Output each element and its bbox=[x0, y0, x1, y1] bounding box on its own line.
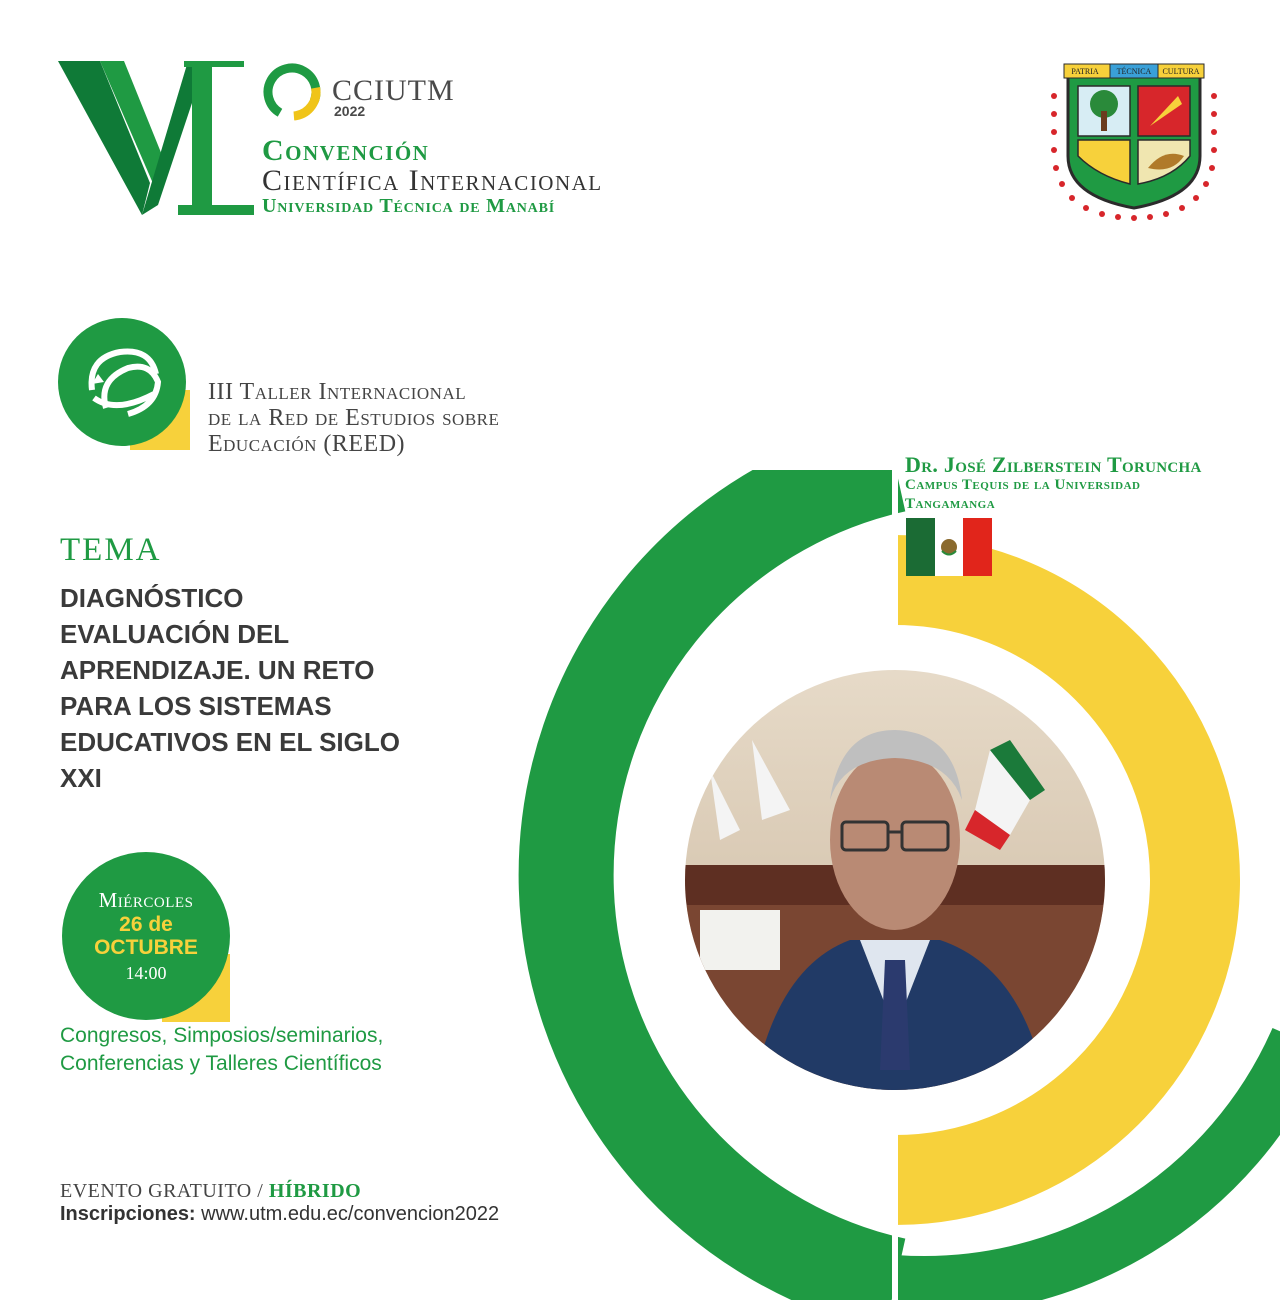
speaker-affiliation-2: Tangamanga bbox=[905, 496, 996, 512]
brand-year: 2022 bbox=[334, 103, 366, 119]
event-month: OCTUBRE bbox=[94, 936, 198, 959]
topic-title bbox=[60, 580, 490, 796]
registration-label: Inscripciones: bbox=[60, 1203, 196, 1225]
topic-label: TEMA bbox=[60, 532, 162, 568]
cciutm-ring-icon bbox=[262, 60, 326, 124]
category-line-2: Conferencias y Talleres Científicos bbox=[60, 1052, 382, 1075]
workshop-line-2: de la Red de Estudios sobre bbox=[208, 405, 500, 431]
topic-title-line: PARA LOS SISTEMAS bbox=[60, 691, 332, 721]
topic-title-line: APRENDIZAJE. UN RETO bbox=[60, 655, 375, 685]
topic-title-line: DIAGNÓSTICO bbox=[60, 583, 244, 613]
event-type-label: EVENTO GRATUITO / bbox=[60, 1180, 264, 1202]
topic-title-line: EDUCATIVOS EN EL SIGLO bbox=[60, 727, 400, 757]
university-crest-icon bbox=[1048, 56, 1220, 226]
university-name: Universidad Técnica de Manabí bbox=[262, 195, 555, 217]
event-mode: HÍBRIDO bbox=[268, 1180, 362, 1202]
brand-name: CCIUTM bbox=[332, 74, 455, 107]
event-weekday: Miércoles bbox=[98, 888, 194, 912]
vi-logo bbox=[58, 55, 258, 220]
topic-title-line: XXI bbox=[60, 763, 102, 793]
registration-url[interactable]: www.utm.edu.ec/convencion2022 bbox=[201, 1203, 500, 1225]
workshop-line-3: Educación (REED) bbox=[208, 431, 406, 457]
svg-text:PATRIA: PATRIA bbox=[1071, 67, 1099, 76]
category-line-1: Congresos, Simposios/seminarios, bbox=[60, 1024, 384, 1047]
date-circle bbox=[62, 852, 230, 1020]
svg-text:TÉCNICA: TÉCNICA bbox=[1116, 67, 1152, 76]
topic-title-line: EVALUACIÓN DEL bbox=[60, 619, 290, 649]
event-type bbox=[60, 1180, 361, 1203]
registration-info bbox=[60, 1203, 499, 1226]
workshop-line-1: III Taller Internacional bbox=[208, 379, 467, 405]
convention-title: Convención bbox=[262, 134, 430, 167]
speaker-name: Dr. José Zilberstein Toruncha bbox=[905, 452, 1202, 477]
convention-subtitle: Científica Internacional bbox=[262, 164, 603, 197]
mexico-flag-icon bbox=[906, 518, 992, 576]
speaker-affiliation-1: Campus Tequis de la Universidad bbox=[905, 477, 1141, 493]
decorative-rings bbox=[470, 470, 1280, 1300]
date-badge bbox=[62, 852, 232, 1017]
reed-logo-icon bbox=[58, 318, 190, 450]
speaker-photo bbox=[670, 660, 1120, 1110]
event-time: 14:00 bbox=[125, 963, 167, 983]
event-day: 26 de bbox=[119, 913, 173, 936]
svg-text:CULTURA: CULTURA bbox=[1162, 67, 1200, 76]
